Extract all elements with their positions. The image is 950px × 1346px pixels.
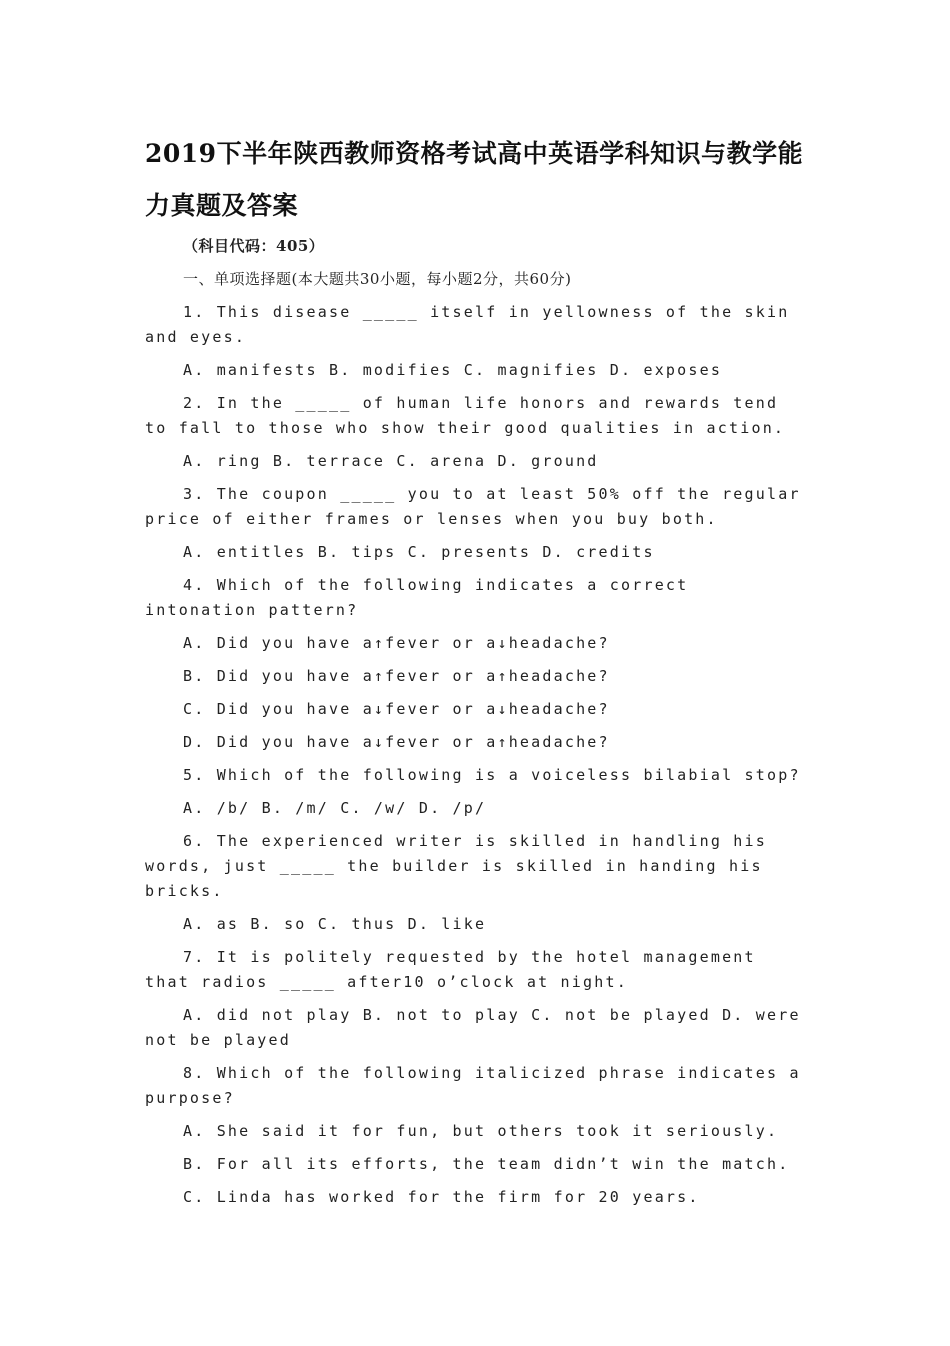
option-8b: B. For all its efforts, the team didn’t win the match. (183, 1155, 790, 1173)
option-4d: D. Did you have a↓fever or a↑headache? (183, 733, 610, 751)
question-3: 3. The coupon _____ you to at least 50% off the regular price of either frames or lenses when you buy both. (145, 485, 801, 528)
question-8: 8. Which of the following italicized phrase indicates a purpose? (145, 1064, 801, 1107)
subject-code: （科目代码：405） (183, 237, 325, 255)
document-title: 2019下半年陕西教师资格考试高中英语学科知识与教学能力真题及答案 (145, 139, 804, 220)
options-2: A. ring B. terrace C. arena D. ground (183, 452, 599, 470)
options-5: A. /b/ B. /m/ C. /w/ D. /p/ (183, 799, 487, 817)
section-heading: 一、单项选择题(本大题共30小题，每小题2分，共60分) (183, 270, 572, 288)
options-1: A. manifests B. modifies C. magnifies D. exposes (183, 361, 723, 379)
options-7: A. did not play B. not to play C. not be played D. were not be played (145, 1006, 801, 1049)
question-2: 2. In the _____ of human life honors and rewards tend to fall to those who show their good qualities in action. (145, 394, 786, 437)
option-4c: C. Did you have a↓fever or a↓headache? (183, 700, 610, 718)
question-1: 1. This disease _____ itself in yellowness of the skin and eyes. (145, 303, 790, 346)
question-7: 7. It is politely requested by the hotel management that radios _____ after10 o’clock at night. (145, 948, 756, 991)
question-4: 4. Which of the following indicates a correct intonation pattern? (145, 576, 689, 619)
document-body (145, 234, 810, 1218)
options-6: A. as B. so C. thus D. like (183, 915, 487, 933)
option-4a: A. Did you have a↑fever or a↓headache? (183, 634, 610, 652)
option-4b: B. Did you have a↑fever or a↑headache? (183, 667, 610, 685)
question-6: 6. The experienced writer is skilled in handling his words, just _____ the builder is skilled in handing his bricks. (145, 832, 767, 900)
options-3: A. entitles B. tips C. presents D. credits (183, 543, 655, 561)
question-5: 5. Which of the following is a voiceless bilabial stop? (183, 766, 801, 784)
option-8c: C. Linda has worked for the firm for 20 years. (183, 1188, 700, 1206)
option-8a: A. She said it for fun, but others took it seriously. (183, 1122, 779, 1140)
